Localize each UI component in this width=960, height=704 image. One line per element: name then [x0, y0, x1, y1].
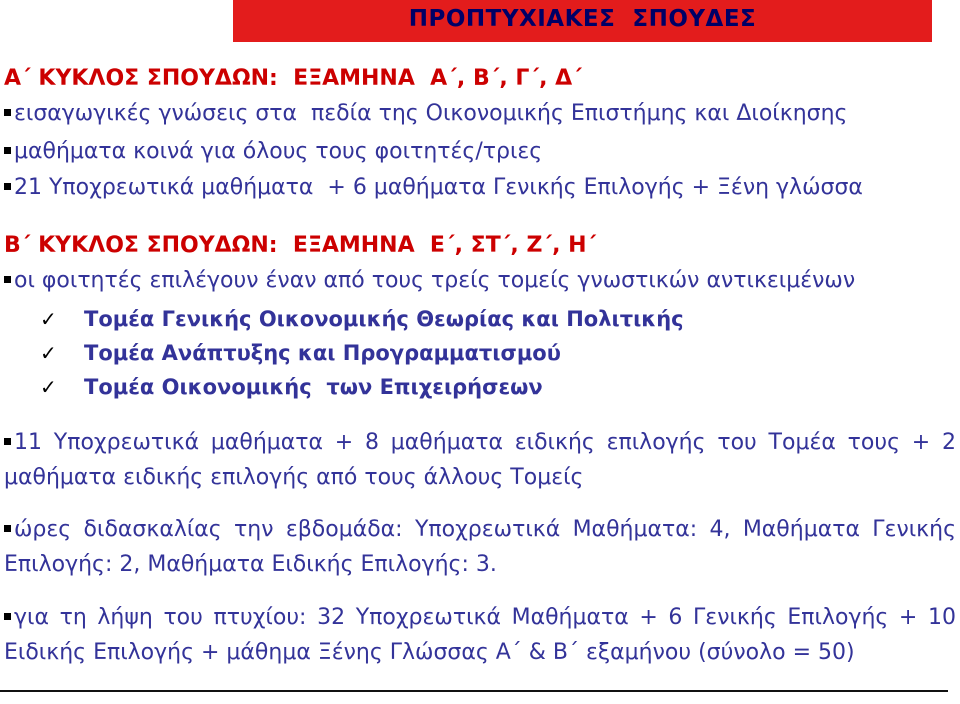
cycle-a-bullet [4, 139, 542, 165]
square-bullet-icon [4, 613, 11, 620]
bullet-text: 21 Υποχρεωτικά μαθήματα + 6 μαθήματα Γενικής Επιλογής + Ξένη γλώσσα [14, 175, 863, 200]
sector-label: Τομέα Οικονομικής των Επιχειρήσεων [84, 375, 543, 399]
page-title: ΠΡΟΠΤΥΧΙΑΚΕΣ ΣΠΟΥΔΕΣ [408, 6, 757, 32]
sector-item [40, 374, 543, 400]
square-bullet-icon [4, 438, 11, 445]
paragraph-text: για τη λήψη του πτυχίου: 32 Υποχρεωτικά Μαθήματα + 6 Γενικής Επιλογής + 10 Ειδικής Επιλογής + μάθημα Ξένης Γλώσσας Α΄ & Β΄ εξαμήνου (σύνολο = 50) [4, 605, 956, 665]
degree-paragraph [4, 600, 956, 670]
cycle-b-intro [4, 268, 855, 294]
square-bullet-icon [4, 525, 11, 532]
checkmark-icon: ✓ [40, 375, 57, 399]
cycle-a-heading: Α΄ ΚΥΚΛΟΣ ΣΠΟΥΔΩΝ: ΕΞΑΜΗΝΑ Α΄, Β΄, Γ΄, Δ΄ [4, 66, 582, 91]
sector-label: Τομέα Γενικής Οικονομικής Θεωρίας και Πολιτικής [84, 307, 684, 331]
sector-label: Τομέα Ανάπτυξης και Προγραμματισμού [84, 341, 561, 365]
square-bullet-icon [4, 276, 11, 283]
checkmark-icon: ✓ [40, 341, 57, 365]
square-bullet-icon [4, 109, 11, 116]
bottom-divider [0, 690, 948, 692]
cycle-a-bullet [4, 101, 847, 127]
square-bullet-icon [4, 183, 11, 190]
paragraph-text: 11 Υποχρεωτικά μαθήματα + 8 μαθήματα ειδικής επιλογής του Τομέα τους + 2 μαθήματα ειδικής επιλογής από τους άλλους Τομείς [4, 430, 956, 490]
hours-paragraph [4, 512, 956, 582]
square-bullet-icon [4, 147, 11, 154]
checkmark-icon: ✓ [40, 307, 57, 331]
courses-paragraph [4, 425, 956, 495]
sector-item [40, 306, 684, 332]
bullet-text: μαθήματα κοινά για όλους τους φοιτητές/τριες [14, 139, 543, 164]
cycle-b-heading: Β΄ ΚΥΚΛΟΣ ΣΠΟΥΔΩΝ: ΕΞΑΜΗΝΑ Ε΄, ΣΤ΄, Ζ΄, Η΄ [4, 233, 597, 258]
sector-item [40, 340, 561, 366]
title-banner [233, 0, 932, 42]
bullet-text: εισαγωγικές γνώσεις στα πεδία της Οικονομικής Επιστήμης και Διοίκησης [14, 101, 848, 126]
paragraph-text: ώρες διδασκαλίας την εβδομάδα: Υποχρεωτικά Μαθήματα: 4, Μαθήματα Γενικής Επιλογής: 2, Μαθήματα Ειδικής Επιλογής: 3. [4, 517, 956, 577]
cycle-a-bullet [4, 175, 863, 201]
bullet-text: οι φοιτητές επιλέγουν έναν από τους τρείς τομείς γνωστικών αντικειμένων [14, 268, 856, 293]
